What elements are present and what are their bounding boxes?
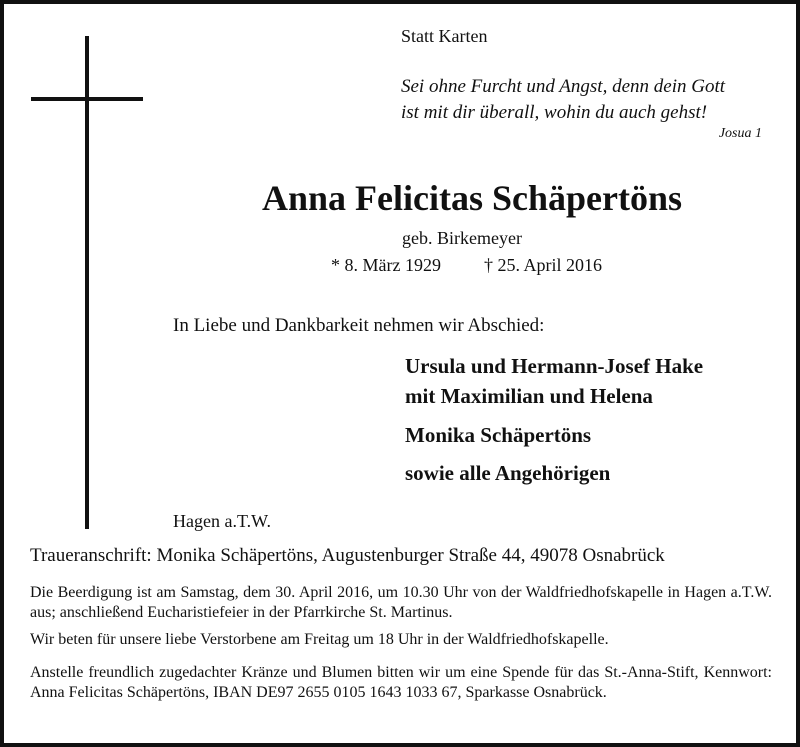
statt-karten-label: Statt Karten xyxy=(401,26,488,46)
mourning-address: Traueranschrift: Monika Schäpertöns, Augustenburger Straße 44, 49078 Osnabrück xyxy=(30,545,665,566)
quote-line-2: ist mit dir überall, wohin du auch gehst! xyxy=(401,102,708,123)
mourner-line: mit Maximilian und Helena xyxy=(405,384,653,408)
death-date: † 25. April 2016 xyxy=(484,255,603,275)
maiden-name: geb. Birkemeyer xyxy=(402,228,522,248)
prayer-paragraph: Wir beten für unsere liebe Verstorbene am Freitag um 18 Uhr in der Waldfriedhofskapelle. xyxy=(30,631,609,648)
donation-paragraph: Anstelle freundlich zugedachter Kränze und Blumen bitten wir um eine Spende für das St.-Anna-Stift, Kennwort: Anna Felicitas Schäpertöns, IBAN DE97 2655 0105 1643 1033 67, Sparkasse Osnabrück. xyxy=(30,664,772,701)
deceased-name: Anna Felicitas Schäpertöns xyxy=(261,178,682,218)
cross-icon-horizontal-beam xyxy=(31,97,143,101)
place-name: Hagen a.T.W. xyxy=(173,511,271,531)
cross-icon-vertical-beam xyxy=(85,36,89,529)
birth-date: * 8. März 1929 xyxy=(331,255,441,275)
farewell-line: In Liebe und Dankbarkeit nehmen wir Abschied: xyxy=(173,315,545,336)
mourner-line: Ursula und Hermann-Josef Hake xyxy=(405,354,704,378)
quote-source: Josua 1 xyxy=(718,126,762,141)
mourner-line: Monika Schäpertöns xyxy=(405,423,592,447)
bible-quote xyxy=(401,74,725,126)
funeral-paragraph: Die Beerdigung ist am Samstag, dem 30. April 2016, um 10.30 Uhr von der Waldfriedhofskapelle in Hagen a.T.W. aus; anschließend Eucharistiefeier in der Pfarrkirche St. Martinus. xyxy=(30,584,772,621)
quote-line-1: Sei ohne Furcht und Angst, denn dein Gott xyxy=(401,76,726,97)
mourner-line: sowie alle Angehörigen xyxy=(405,461,611,485)
